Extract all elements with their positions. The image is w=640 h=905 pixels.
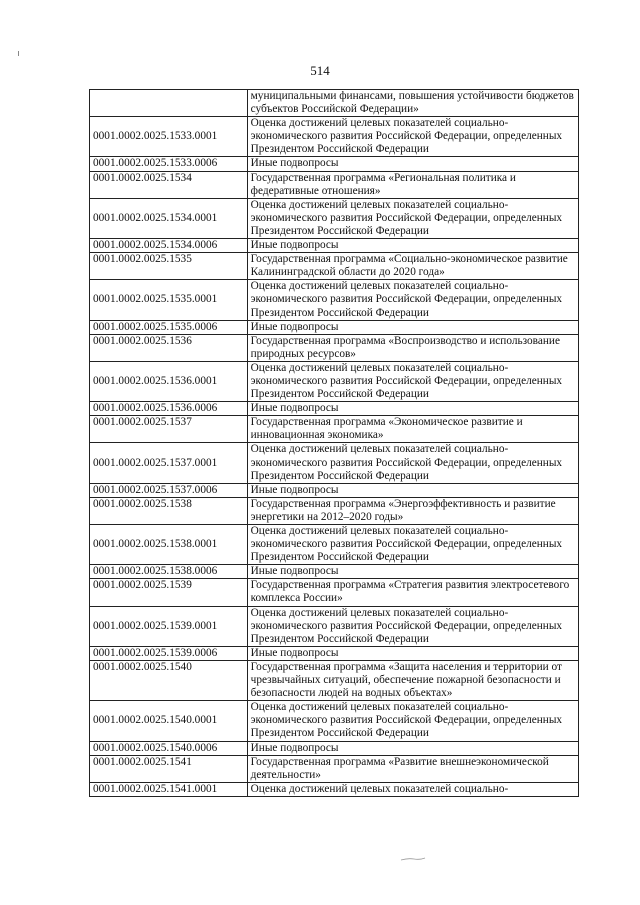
row-description-cell: Оценка достижений целевых показателей социально-экономического развития Российской Федерации, определенных Президентом Российской Федерации (247, 117, 578, 157)
table-row (90, 320, 579, 334)
row-code-cell: 0001.0002.0025.1534.0001 (90, 198, 248, 238)
row-code-cell: 0001.0002.0025.1540.0006 (90, 741, 248, 755)
table-row (90, 782, 579, 796)
row-code-cell: 0001.0002.0025.1539 (90, 579, 248, 606)
row-code-cell: 0001.0002.0025.1539.0006 (90, 646, 248, 660)
row-description-cell: Иные подвопросы (247, 157, 578, 171)
classifier-table-body (90, 90, 579, 797)
row-code-cell: 0001.0002.0025.1534 (90, 171, 248, 198)
row-description-cell: Государственная программа «Защита населения и территории от чрезвычайных ситуаций, обеспечение пожарной безопасности и безопасности людей на водных объектах» (247, 660, 578, 700)
row-code-cell: 0001.0002.0025.1539.0001 (90, 606, 248, 646)
table-row (90, 361, 579, 401)
row-description-cell: Государственная программа «Воспроизводство и использование природных ресурсов» (247, 334, 578, 361)
row-description-cell: Государственная программа «Экономическое развитие и инновационная экономика» (247, 416, 578, 443)
row-code-cell: 0001.0002.0025.1540 (90, 660, 248, 700)
table-row (90, 755, 579, 782)
row-description-cell: Государственная программа «Развитие внешнеэкономической деятельности» (247, 755, 578, 782)
row-description-cell: Оценка достижений целевых показателей социально-экономического развития Российской Федерации, определенных Президентом Российской Федерации (247, 198, 578, 238)
row-code-cell: 0001.0002.0025.1540.0001 (90, 701, 248, 741)
table-row (90, 198, 579, 238)
table-row (90, 402, 579, 416)
scan-artifact-tick (18, 51, 19, 56)
row-description-cell: Иные подвопросы (247, 646, 578, 660)
table-row (90, 497, 579, 524)
table-row (90, 660, 579, 700)
row-description-cell: Иные подвопросы (247, 239, 578, 253)
row-code-cell: 0001.0002.0025.1535 (90, 253, 248, 280)
row-code-cell: 0001.0002.0025.1537.0001 (90, 443, 248, 483)
row-code-cell: 0001.0002.0025.1534.0006 (90, 239, 248, 253)
row-description-cell: Государственная программа «Стратегия развития электросетевого комплекса России» (247, 579, 578, 606)
row-code-cell: 0001.0002.0025.1536.0006 (90, 402, 248, 416)
row-description-cell: Оценка достижений целевых показателей социально-экономического развития Российской Федерации, определенных Президентом Российской Федерации (247, 361, 578, 401)
row-description-cell: Иные подвопросы (247, 483, 578, 497)
row-code-cell: 0001.0002.0025.1536.0001 (90, 361, 248, 401)
row-description-cell: Государственная программа «Региональная политика и федеративные отношения» (247, 171, 578, 198)
table-row (90, 483, 579, 497)
table-row (90, 280, 579, 320)
row-description-cell: Государственная программа «Социально-экономическое развитие Калининградской области до 2020 года» (247, 253, 578, 280)
table-row (90, 579, 579, 606)
table-row (90, 416, 579, 443)
table-row (90, 239, 579, 253)
row-code-cell: 0001.0002.0025.1537.0006 (90, 483, 248, 497)
row-description-cell: Оценка достижений целевых показателей социально-экономического развития Российской Федерации, определенных Президентом Российской Федерации (247, 701, 578, 741)
row-code-cell: 0001.0002.0025.1537 (90, 416, 248, 443)
table-row (90, 171, 579, 198)
classifier-table (89, 89, 579, 797)
row-code-cell: 0001.0002.0025.1535.0006 (90, 320, 248, 334)
table-row (90, 741, 579, 755)
row-code-cell: 0001.0002.0025.1538.0001 (90, 525, 248, 565)
table-row (90, 117, 579, 157)
row-code-cell: 0001.0002.0025.1533.0006 (90, 157, 248, 171)
table-row (90, 606, 579, 646)
row-description-cell: Оценка достижений целевых показателей социально-экономического развития Российской Федерации, определенных Президентом Российской Федерации (247, 525, 578, 565)
row-code-cell: 0001.0002.0025.1535.0001 (90, 280, 248, 320)
row-description-cell: Оценка достижений целевых показателей социально- (247, 782, 578, 796)
row-code-cell: 0001.0002.0025.1538 (90, 497, 248, 524)
row-description-cell: Оценка достижений целевых показателей социально-экономического развития Российской Федерации, определенных Президентом Российской Федерации (247, 443, 578, 483)
table-row (90, 701, 579, 741)
row-description-cell: Оценка достижений целевых показателей социально-экономического развития Российской Федерации, определенных Президентом Российской Федерации (247, 606, 578, 646)
table-row (90, 253, 579, 280)
row-code-cell (90, 90, 248, 117)
page-number: 514 (310, 63, 330, 78)
table-row (90, 525, 579, 565)
row-description-cell: Иные подвопросы (247, 320, 578, 334)
row-description-cell: Иные подвопросы (247, 565, 578, 579)
row-code-cell: 0001.0002.0025.1541.0001 (90, 782, 248, 796)
row-description-cell: Иные подвопросы (247, 741, 578, 755)
table-row (90, 157, 579, 171)
scan-artifact-mark (400, 857, 426, 861)
row-code-cell: 0001.0002.0025.1541 (90, 755, 248, 782)
row-description-cell: Оценка достижений целевых показателей социально-экономического развития Российской Федерации, определенных Президентом Российской Федерации (247, 280, 578, 320)
row-code-cell: 0001.0002.0025.1536 (90, 334, 248, 361)
row-description-cell: муниципальными финансами, повышения устойчивости бюджетов субъектов Российской Федерации» (247, 90, 578, 117)
row-description-cell: Государственная программа «Энергоэффективность и развитие энергетики на 2012–2020 годы» (247, 497, 578, 524)
table-row (90, 90, 579, 117)
table-row (90, 646, 579, 660)
row-description-cell: Иные подвопросы (247, 402, 578, 416)
table-row (90, 565, 579, 579)
row-code-cell: 0001.0002.0025.1538.0006 (90, 565, 248, 579)
table-row (90, 334, 579, 361)
row-code-cell: 0001.0002.0025.1533.0001 (90, 117, 248, 157)
table-row (90, 443, 579, 483)
